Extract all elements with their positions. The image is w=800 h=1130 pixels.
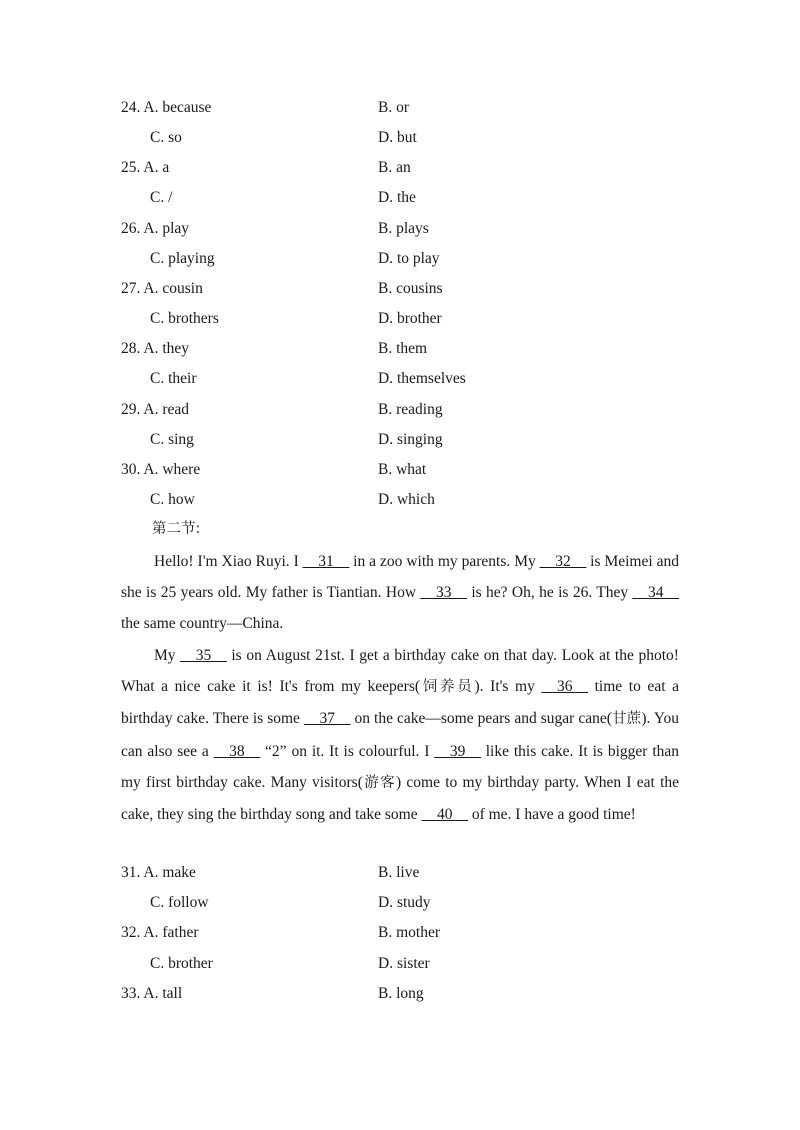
question-32-option-a: 32. A. father [121,924,199,941]
chinese-gloss-keepers: 饲养员 [420,679,475,696]
blank-36: __36__ [541,678,588,696]
question-30-option-d: D. which [378,491,435,508]
question-32-option-b: B. mother [378,924,440,941]
question-27-option-b: B. cousins [378,280,443,297]
question-25-option-a: 25. A. a [121,159,170,176]
question-29-row-2 [0,429,800,451]
question-32-option-c: C. brother [150,955,213,972]
blank-34: __34__ [632,584,680,602]
blank-39: __39__ [434,742,481,760]
question-31-option-b: B. live [378,864,420,881]
blank-31: __31__ [302,553,350,570]
question-32-row-1 [0,922,800,944]
blank-38: __38__ [213,742,261,760]
question-29-option-a: 29. A. read [121,401,190,418]
question-26-option-b: B. plays [378,220,429,237]
question-29-option-b: B. reading [378,401,443,418]
question-24-row-2 [0,127,800,149]
passage-paragraph-1: Hello! I'm Xiao Ruyi. I __31__ in a zoo with my parents. My __32__ is Meimei and she is 25 years old. My father is Tiantian. How __33__ is he? Oh, he is 26. They __34__ the same country—China. [121,553,680,633]
question-25-option-b: B. an [378,159,411,176]
question-29-row-1 [0,399,800,421]
question-24-option-a: 24. A. because [121,99,212,116]
question-25-option-c: C. / [150,189,173,206]
question-29-option-c: C. sing [150,431,194,448]
passage-paragraph-2: My __35__ is on August 21st. I get a birthday cake on that day. Look at the photo! What a nice cake it is! It's from my keepers(饲养员). It's my __36__ time to eat a birthday cake. There is some __37__ on the cake—some pears and sugar cane(甘蔗). You can also see a __38__ “2” on it. It is colourful. I __39__ like this cake. It is bigger than my first birthday cake. Many visitors(游客) come to my birthday party. When I eat the cake, they sing the birthday song and take some __40__ of me. I have a good time! [121,647,680,824]
blank-35: __35__ [180,647,227,664]
question-31-option-a: 31. A. make [121,864,196,881]
question-32-option-d: D. sister [378,955,430,972]
blank-33: __33__ [420,584,467,602]
blank-37: __37__ [303,710,351,728]
question-33-option-b: B. long [378,985,424,1002]
question-28-row-2 [0,368,800,390]
question-24-option-d: D. but [378,129,417,146]
question-26-row-1 [0,218,800,240]
question-27-row-2 [0,308,800,330]
question-32-row-2 [0,953,800,975]
question-31-row-2 [0,892,800,914]
question-29-option-d: D. singing [378,431,443,448]
chinese-gloss-visitors: 游客 [362,774,396,791]
question-27-option-c: C. brothers [150,310,219,327]
question-27-option-d: D. brother [378,310,442,327]
blank-32: __32__ [539,553,587,570]
question-27-option-a: 27. A. cousin [121,280,203,297]
question-31-option-d: D. study [378,894,431,911]
question-33-option-a: 33. A. tall [121,985,183,1002]
question-28-row-1 [0,338,800,360]
section-title: 第二节: [152,521,201,537]
question-26-option-c: C. playing [150,250,215,267]
question-33-row-1 [0,983,800,1005]
question-28-option-a: 28. A. they [121,340,190,357]
chinese-gloss-sugar-cane: 甘蔗 [611,711,642,728]
question-26-option-d: D. to play [378,250,440,267]
question-30-option-b: B. what [378,461,427,478]
question-26-row-2 [0,248,800,270]
question-28-option-c: C. their [150,370,197,387]
blank-40: __40__ [421,806,468,824]
question-28-option-d: D. themselves [378,370,466,387]
question-24-row-1 [0,97,800,119]
question-27-row-1 [0,278,800,300]
question-24-option-c: C. so [150,129,182,146]
question-25-option-d: D. the [378,189,416,206]
question-31-option-c: C. follow [150,894,209,911]
question-30-option-c: C. how [150,491,195,508]
question-24-option-b: B. or [378,99,409,116]
question-25-row-1 [0,157,800,179]
question-30-row-1 [0,459,800,481]
question-28-option-b: B. them [378,340,428,357]
question-26-option-a: 26. A. play [121,220,190,237]
question-31-row-1 [0,862,800,884]
question-25-row-2 [0,187,800,209]
question-30-option-a: 30. A. where [121,461,201,478]
question-30-row-2 [0,489,800,511]
